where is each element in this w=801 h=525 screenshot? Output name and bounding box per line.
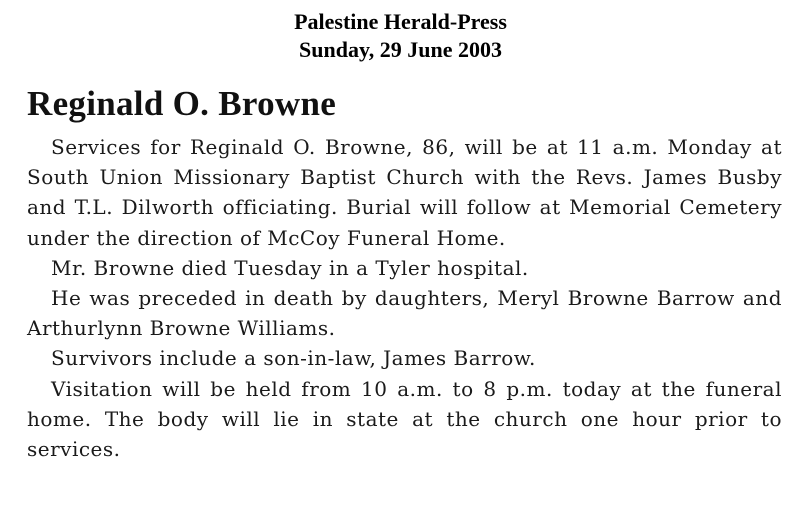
paragraph-death: Mr. Browne died Tuesday in a Tyler hospital. <box>51 255 529 280</box>
paragraph-visitation: Visitation will be held from 10 a.m. to 8 p.m. today at the funeral home. The body will lie in state at the church one hour prior to services. <box>27 376 782 462</box>
publication-name: Palestine Herald-Press <box>294 9 507 34</box>
obituary-body <box>27 132 782 464</box>
obituary-title: Reginald O. Browne <box>27 84 337 123</box>
paragraph-preceded: He was preceded in death by daughters, Meryl Browne Barrow and Arthurlynn Browne Williams. <box>27 286 782 341</box>
publication-date: Sunday, 29 June 2003 <box>299 37 502 62</box>
paragraph-services: Services for Reginald O. Browne, 86, will be at 11 a.m. Monday at South Union Missionary Baptist Church with the Revs. James Busby and T.L. Dilworth officiating. Burial will follow at Memorial Cemetery under the direction of McCoy Funeral Home. <box>27 135 782 250</box>
newspaper-header <box>0 8 801 64</box>
paragraph-survivors: Survivors include a son-in-law, James Barrow. <box>51 346 536 371</box>
